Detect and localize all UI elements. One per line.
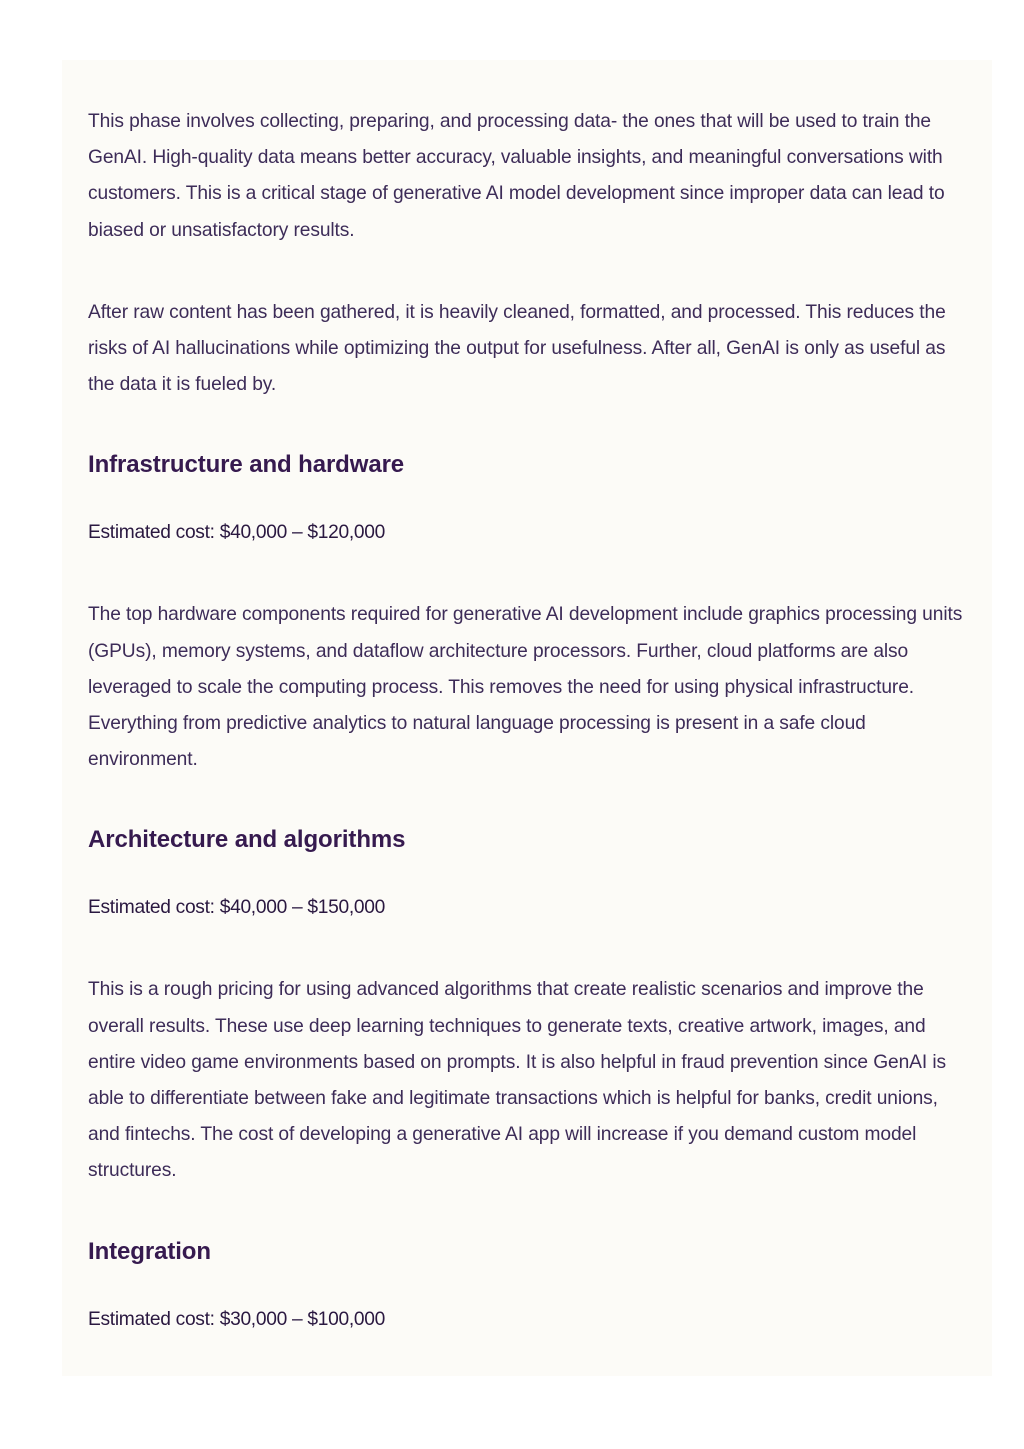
section-cost-architecture: Estimated cost: $40,000 – $150,000 bbox=[88, 897, 386, 919]
section-cost-infrastructure: Estimated cost: $40,000 – $120,000 bbox=[88, 522, 386, 544]
section-body-architecture: This is a rough pricing for using advanced algorithms that create realistic scenarios and improve the overall results. These use deep learning techniques to generate texts, creative artwork, images, and entire video game environments based on prompts. It is also helpful in fraud prevention since GenAI is able to differentiate between fake and legitimate transactions which is helpful for banks, credit unions, and fintechs. The cost of developing a generative AI app will increase if you demand custom model structures. bbox=[88, 979, 946, 1182]
intro-paragraph-2: After raw content has been gathered, it is heavily cleaned, formatted, and processed. This reduces the risks of AI hallucinations while optimizing the output for usefulness. After all, GenAI is only as useful as the data it is fueled by. bbox=[88, 301, 946, 396]
intro-paragraph-1: This phase involves collecting, preparing, and processing data- the ones that will be used to train the GenAI. High-quality data means better accuracy, valuable insights, and meaningful conversations with customers. This is a critical stage of generative AI model development since improper data can lead to biased or unsatisfactory results. bbox=[88, 111, 945, 241]
section-heading-integration: Integration bbox=[88, 1237, 211, 1265]
section-body-infrastructure: The top hardware components required for generative AI development include graphics processing units (GPUs), memory systems, and dataflow architecture processors. Further, cloud platforms are also leveraged to scale the computing process. This removes the need for using physical infrastructure. Everything from predictive analytics to natural language processing is present in a safe cloud environment. bbox=[88, 604, 963, 771]
article-card bbox=[62, 60, 992, 1376]
section-heading-architecture: Architecture and algorithms bbox=[88, 826, 406, 854]
section-cost-integration: Estimated cost: $30,000 – $100,000 bbox=[88, 1308, 386, 1330]
section-heading-infrastructure: Infrastructure and hardware bbox=[88, 451, 405, 479]
